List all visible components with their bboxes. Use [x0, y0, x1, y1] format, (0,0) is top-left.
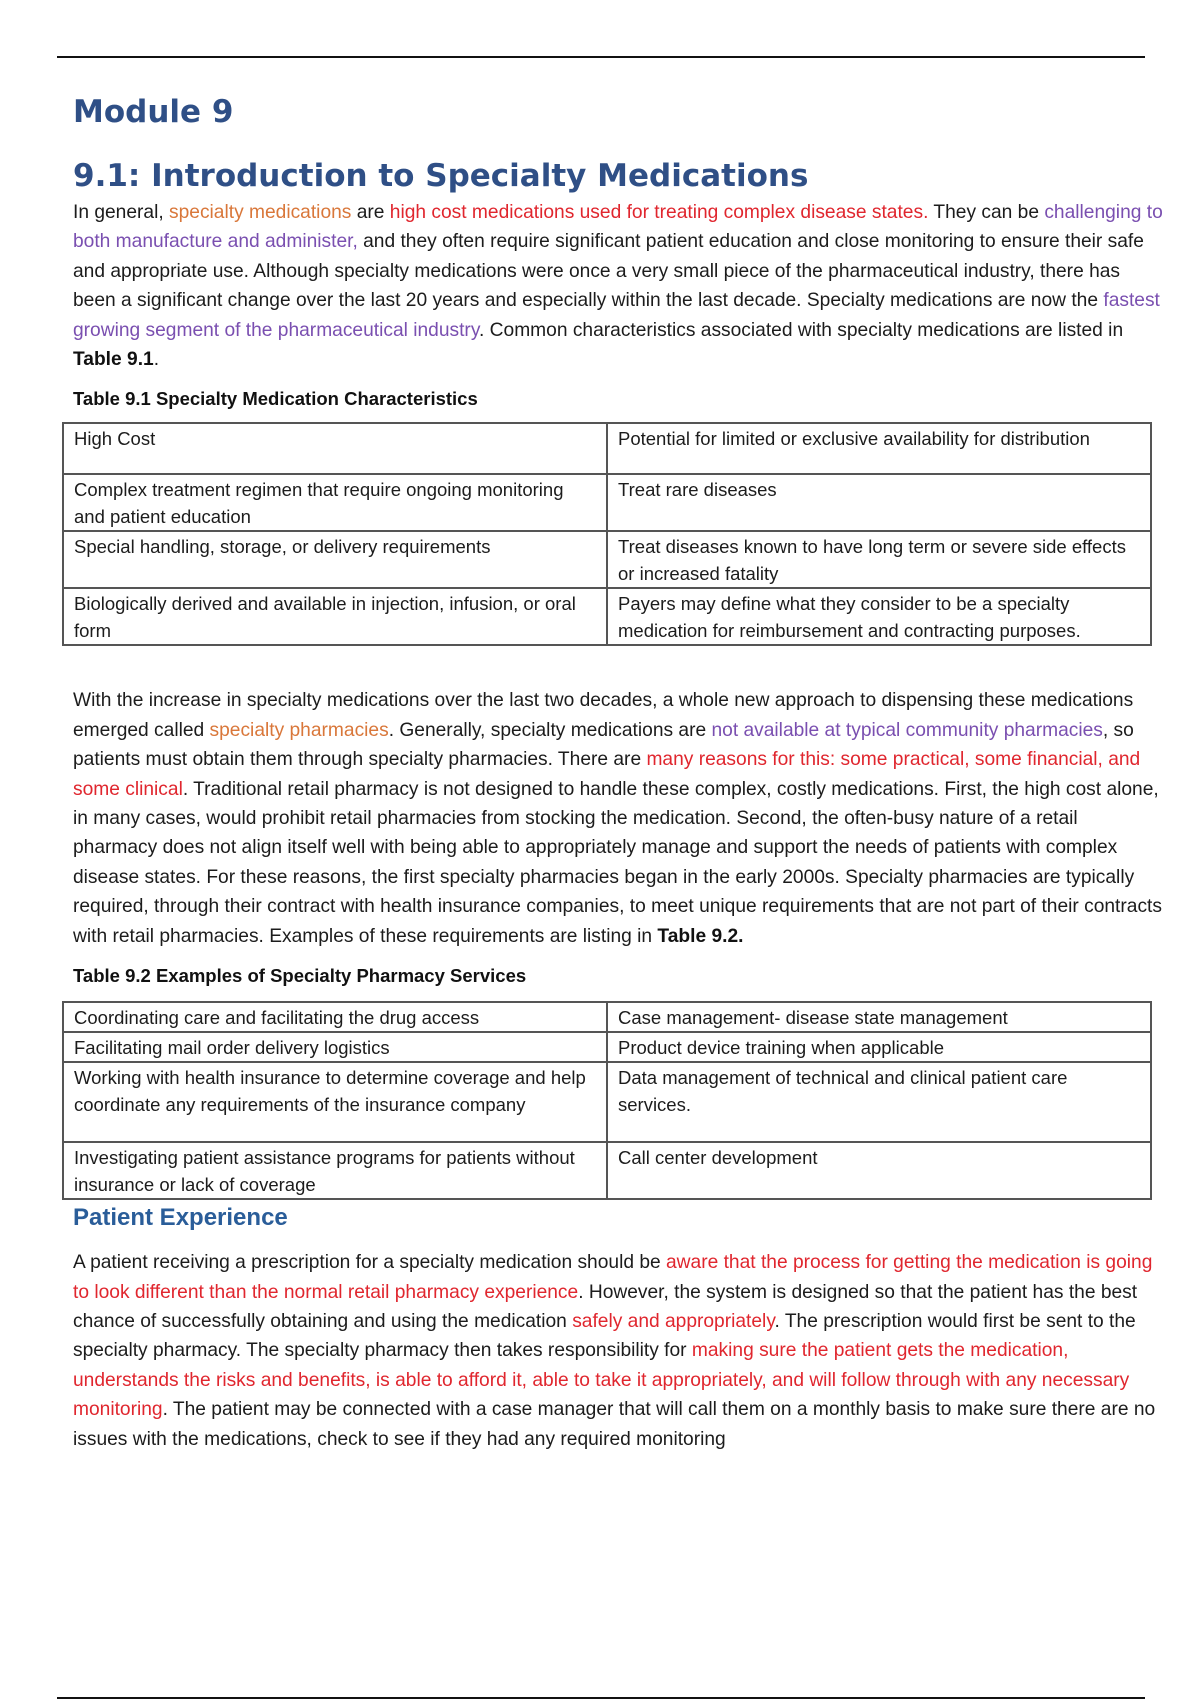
table-row	[63, 588, 1151, 645]
text-run: and they often require significant patient education and close monitoring to ensure their safe and appropriate use. Although specialty medications were once a very small piece of the pharmaceutical industry, there has been a significant change over the last 20 years and especially within the last decade. Specialty medications are now the	[73, 231, 1144, 312]
table-cell: Treat diseases known to have long term or severe side effects or increased fatality	[607, 531, 1151, 588]
table-9-1	[62, 422, 1152, 646]
table-row	[63, 1002, 1151, 1032]
text-run: . However, the system is designed so that the patient has the best chance of successfully obtaining and using the medication	[73, 1281, 1138, 1332]
table-9-2-caption: Table 9.2 Examples of Specialty Pharmacy Services	[73, 965, 527, 987]
section-title: 9.1: Introduction to Specialty Medications	[73, 158, 809, 194]
highlighted-text-red: making sure the patient gets the medication, understands the risks and benefits, is able to afford it, able to take it appropriately, and will follow through with any necessary monitoring	[73, 1340, 1130, 1421]
patient-experience-heading: Patient Experience	[73, 1204, 288, 1232]
document-page	[73, 92, 1163, 1454]
highlighted-text-orange: specialty medications	[169, 202, 352, 223]
table-row	[63, 1032, 1151, 1062]
text-run: With the increase in specialty medications over the last two decades, a whole new approach to dispensing these medications emerged called	[73, 690, 1134, 741]
header-rule	[57, 56, 1145, 58]
table-cell: Potential for limited or exclusive availability for distribution	[607, 423, 1151, 474]
table-9-2	[62, 1001, 1152, 1200]
table-row	[63, 1142, 1151, 1199]
text-run: . The prescription would first be sent to the specialty pharmacy. The specialty pharmacy then takes responsibility for	[73, 1310, 1136, 1362]
table-9-1-caption: Table 9.1 Specialty Medication Characteristics	[73, 388, 478, 410]
table-cell: Case management- disease state management	[607, 1002, 1151, 1032]
highlighted-text-red: high cost medications used for treating complex disease states.	[389, 202, 929, 223]
table-cell: Product device training when applicable	[607, 1032, 1151, 1062]
highlighted-text-red: safely and appropriately	[572, 1310, 775, 1332]
table-cell: High Cost	[63, 423, 607, 474]
table-cell: Facilitating mail order delivery logistics	[63, 1032, 607, 1062]
pharmacy-paragraph	[73, 686, 1163, 951]
table-cell: Call center development	[607, 1142, 1151, 1199]
highlighted-text-purple: challenging to both manufacture and administer,	[73, 202, 1163, 253]
text-run: are	[351, 202, 390, 223]
highlighted-text-red: many reasons for this: some practical, some financial, and some clinical	[73, 749, 1141, 800]
table-cell: Coordinating care and facilitating the drug access	[63, 1002, 607, 1032]
module-title: Module 9	[73, 94, 234, 130]
table-row	[63, 423, 1151, 474]
table-row	[63, 474, 1151, 531]
highlighted-text-orange: specialty pharmacies	[209, 719, 389, 741]
table-cell: Payers may define what they consider to be a specialty medication for reimbursement and contracting purposes.	[607, 588, 1151, 645]
text-run: , so patients must obtain them through specialty pharmacies. There are	[73, 719, 1134, 771]
table-cell: Treat rare diseases	[607, 474, 1151, 531]
footer-rule	[57, 1697, 1145, 1699]
table-cell: Data management of technical and clinical patient care services.	[607, 1062, 1151, 1142]
text-run: . Traditional retail pharmacy is not designed to handle these complex, costly medications. First, the high cost alone, in many cases, would prohibit retail pharmacies from stocking the medication. Second, the often-busy nature of a retail pharmacy does not align itself well with being able to appropriately manage and support the needs of patients with complex disease states. For these reasons, the first specialty pharmacies began in the early 2000s. Specialty pharmacies are typically required, through their contract with health insurance companies, to meet unique requirements that are not part of their contracts with retail pharmacies. Examples of these requirements are listing in	[73, 778, 1162, 947]
text-run: A patient receiving a prescription for a specialty medication should be	[73, 1252, 667, 1274]
highlighted-text-bold: Table 9.2.	[657, 925, 744, 947]
text-run: . The patient may be connected with a case manager that will call them on a monthly basis to make sure there are no issues with the medications, check to see if they had any required monitoring	[73, 1399, 1156, 1450]
text-run: In general,	[73, 202, 170, 223]
text-run: . Generally, specialty medications are	[388, 719, 712, 741]
table-row	[63, 531, 1151, 588]
text-run: They can be	[928, 202, 1045, 223]
highlighted-text-purple: not available at typical community pharmacies	[711, 719, 1103, 741]
table-cell: Special handling, storage, or delivery requirements	[63, 531, 607, 588]
table-cell: Working with health insurance to determine coverage and help coordinate any requirements of the insurance company	[63, 1062, 607, 1142]
text-run: .	[153, 349, 160, 371]
text-run: . Common characteristics associated with specialty medications are listed in	[479, 319, 1124, 341]
highlighted-text-bold: Table 9.1	[73, 349, 154, 371]
patient-paragraph	[73, 1248, 1163, 1454]
highlighted-text-purple: fastest growing segment of the pharmaceutical industry	[73, 290, 1160, 341]
highlighted-text-red: aware that the process for getting the medication is going to look different than the normal retail pharmacy experience	[73, 1252, 1153, 1303]
intro-paragraph	[73, 198, 1163, 374]
table-cell: Complex treatment regimen that require ongoing monitoring and patient education	[63, 474, 607, 531]
table-row	[63, 1062, 1151, 1142]
table-cell: Investigating patient assistance programs for patients without insurance or lack of coverage	[63, 1142, 607, 1199]
table-cell: Biologically derived and available in injection, infusion, or oral form	[63, 588, 607, 645]
